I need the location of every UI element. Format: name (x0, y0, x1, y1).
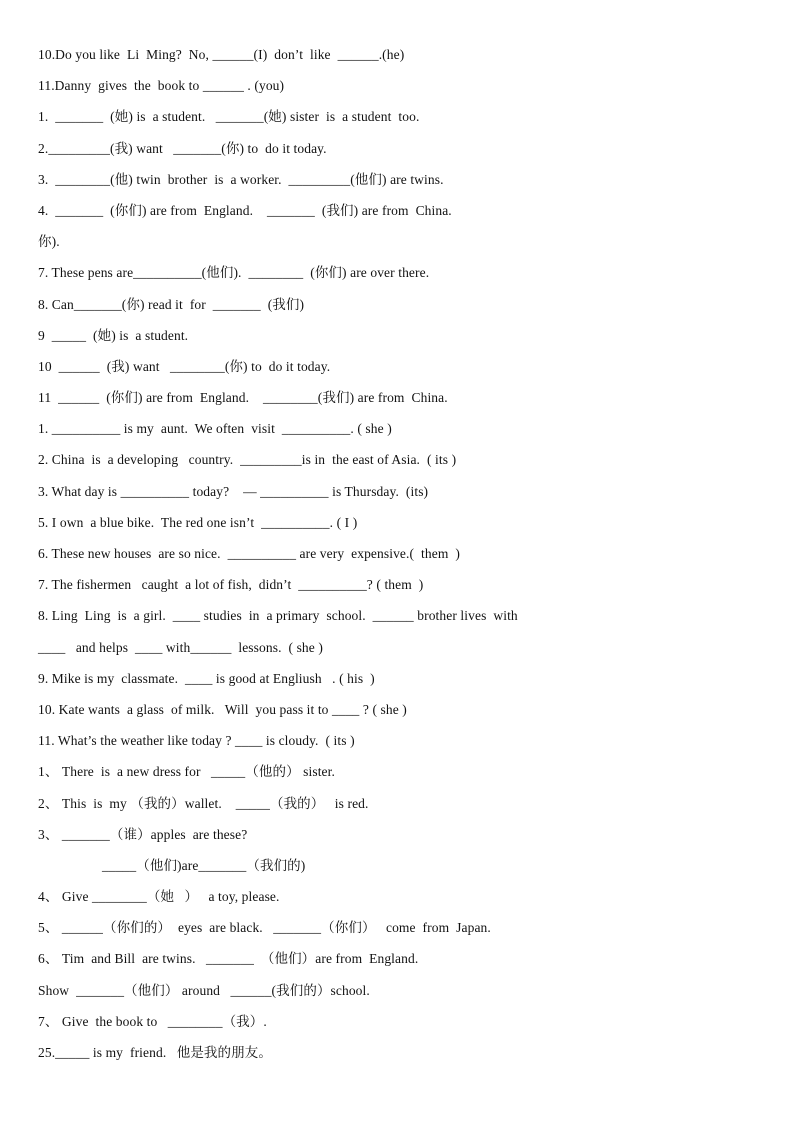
exercise-line: 9. Mike is my classmate. ____ is good at Engliush . ( his ) (38, 670, 375, 686)
exercise-line: 25._____ is my friend. 他是我的朋友。 (38, 1045, 272, 1060)
exercise-line: 8. Ling Ling is a girl. ____ studies in a primary school. ______ brother lives with (38, 608, 518, 624)
exercise-line: 2、 This is my （我的）wallet. _____（我的） is red. (38, 795, 369, 811)
exercise-line: 6、 Tim and Bill are twins. _______ （他们）are from England. (38, 951, 419, 967)
exercise-line: 6. These new houses are so nice. __________ are very expensive.( them ) (38, 546, 460, 561)
exercise-line: 10 ______ (我) want ________(你) to do it today. (38, 358, 331, 374)
exercise-line: 1. _______ (她) is a student. _______(她) sister is a student too. (38, 109, 420, 125)
exercise-line: 7. The fishermen caught a lot of fish, didn’t __________? ( them ) (38, 577, 424, 593)
exercise-line: 8. Can_______(你) read it for _______ (我们) (38, 296, 305, 312)
worksheet (38, 42, 758, 1071)
exercise-line: 7. These pens are__________(他们). ________ (你们) are over there. (38, 265, 430, 281)
exercise-line: 3. ________(他) twin brother is a worker. _________(他们) are twins. (38, 171, 444, 187)
exercise-line: 你). (38, 234, 60, 250)
exercise-line: 4. _______ (你们) are from England. _______ (我们) are from China. (38, 202, 452, 218)
exercise-line: 3. What day is __________ today? — __________ is Thursday. (its) (38, 483, 429, 499)
exercise-line: 4、 Give ________（她 ） a toy, please. (38, 889, 280, 905)
exercise-line: 10.Do you like Li Ming? No, ______(I) don’t like ______.(he) (38, 47, 405, 62)
exercise-line: Show _______（他们） around ______(我们的）school. (38, 982, 370, 998)
exercise-line: 9 _____ (她) is a student. (38, 327, 189, 343)
exercise-line: 7、 Give the book to ________（我）. (38, 1013, 267, 1029)
exercise-line: _____（他们)are_______（我们的) (102, 857, 306, 873)
exercise-line: 11 ______ (你们) are from England. ________(我们) are from China. (38, 390, 448, 406)
exercise-line: ____ and helps ____ with______ lessons. ( she ) (38, 639, 323, 655)
exercise-line: 2._________(我) want _______(你) to do it today. (38, 140, 327, 156)
exercise-line: 1. __________ is my aunt. We often visit __________. ( she ) (38, 421, 392, 437)
exercise-line: 1、 There is a new dress for _____（他的） sister. (38, 764, 335, 780)
exercise-line: 2. China is a developing country. _________is in the east of Asia. ( its ) (38, 452, 457, 468)
exercise-line: 3、 _______（谁）apples are these? (38, 826, 248, 842)
exercise-line: 11. What’s the weather like today ? ____ is cloudy. ( its ) (38, 733, 355, 749)
exercise-line: 11.Danny gives the book to ______ . (you) (38, 78, 285, 94)
exercise-line: 5、 ______（你们的） eyes are black. _______（你们） come from Japan. (38, 920, 491, 936)
exercise-line: 10. Kate wants a glass of milk. Will you pass it to ____ ? ( she ) (38, 701, 407, 717)
exercise-line: 5. I own a blue bike. The red one isn’t __________. ( I ) (38, 514, 358, 530)
